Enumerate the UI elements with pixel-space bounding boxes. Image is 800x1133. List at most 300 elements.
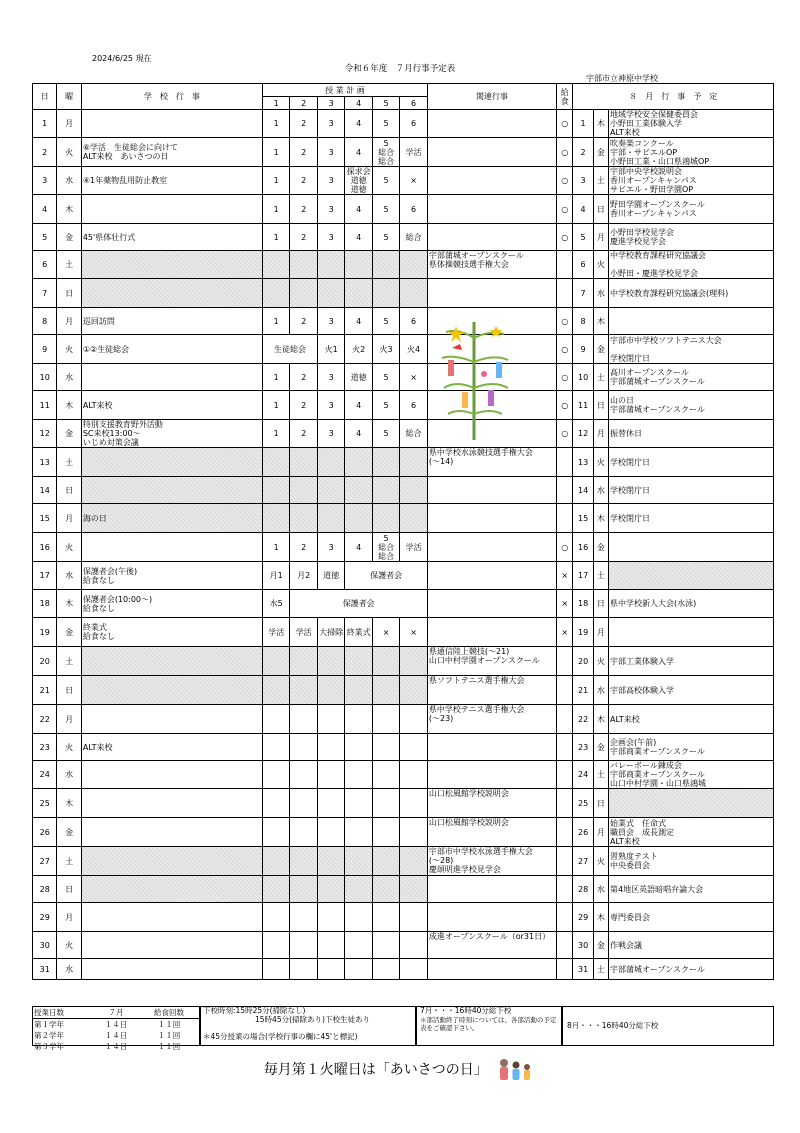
day-number: 27 — [33, 847, 57, 876]
aug-day-number: 7 — [573, 279, 593, 308]
period-cell: 1 — [262, 420, 289, 448]
school-days-box — [32, 1006, 200, 1051]
day-number: 17 — [33, 562, 57, 590]
period-cell: 保護者会 — [290, 590, 427, 618]
school-event — [81, 477, 262, 504]
table-row — [33, 504, 774, 533]
period-cell — [262, 959, 289, 980]
period-cell: 1 — [262, 364, 289, 391]
aug-weekday: 火 — [593, 448, 608, 477]
col-lesson-plan: 授 業 計 画 — [262, 84, 427, 97]
days-head-label: 授業日数 — [33, 1007, 93, 1019]
table-row — [33, 705, 774, 734]
period-cell — [400, 251, 428, 279]
aug-day-number: 27 — [573, 847, 593, 876]
period-cell — [400, 959, 428, 980]
aug-event: 専門委員会 — [609, 903, 774, 932]
aug-weekday: 月 — [593, 618, 608, 647]
period-cell: × — [400, 364, 428, 391]
table-row — [33, 818, 774, 847]
period-cell — [400, 676, 428, 705]
period-cell — [317, 676, 344, 705]
aug-day-number: 28 — [573, 876, 593, 903]
weekday: 金 — [57, 224, 81, 251]
period-cell — [262, 504, 289, 533]
period-cell — [262, 279, 289, 308]
aug-event: 吹奏楽コンクール 宇部・サビエルOP 小野田工業・山口県鴻城OP — [609, 138, 774, 167]
day-number: 24 — [33, 761, 57, 789]
lunch-mark — [557, 734, 573, 761]
period-cell — [290, 734, 317, 761]
aug-day-number: 31 — [573, 959, 593, 980]
period-cell — [400, 876, 428, 903]
footer — [32, 1006, 774, 1051]
period-cell — [400, 789, 428, 818]
school-event — [81, 195, 262, 224]
period-cell — [345, 279, 372, 308]
aug-day-number: 26 — [573, 818, 593, 847]
period-cell: 月2 — [290, 562, 317, 590]
period-cell: 5 — [372, 110, 399, 138]
school-event — [81, 876, 262, 903]
period-cell — [290, 448, 317, 477]
aug-event: 県中学校新人大会(水泳) — [609, 590, 774, 618]
period-cell — [372, 734, 399, 761]
day-number: 19 — [33, 618, 57, 647]
aug-event: 始業式 任命式 職員会 成長測定 ALT来校 — [609, 818, 774, 847]
period-cell — [317, 847, 344, 876]
related-event — [427, 477, 556, 504]
period-cell — [345, 504, 372, 533]
aug-weekday: 火 — [593, 251, 608, 279]
table-row — [33, 477, 774, 504]
table-row — [33, 562, 774, 590]
period-cell: 6 — [400, 391, 428, 420]
weekday: 土 — [57, 251, 81, 279]
school-event: 海の日 — [81, 504, 262, 533]
period-cell: 3 — [317, 224, 344, 251]
period-header-4: 4 — [345, 97, 372, 110]
club-july-time: 7月・・・16時40分総下校 — [420, 1006, 512, 1015]
weekday: 火 — [57, 138, 81, 167]
lunch-mark: ○ — [557, 364, 573, 391]
table-row — [33, 761, 774, 789]
related-event — [427, 761, 556, 789]
lunch-mark — [557, 761, 573, 789]
period-cell — [372, 705, 399, 734]
aug-day-number: 23 — [573, 734, 593, 761]
lunch-mark — [557, 448, 573, 477]
period-cell: 6 — [400, 308, 428, 335]
period-cell — [262, 676, 289, 705]
lunch-mark — [557, 676, 573, 705]
table-row — [33, 364, 774, 391]
period-cell — [345, 932, 372, 959]
lunch-mark — [557, 279, 573, 308]
club-aug-time: 8月・・・16時40分総下校 — [567, 1020, 659, 1030]
period-cell — [317, 761, 344, 789]
period-cell — [317, 477, 344, 504]
weekday: 火 — [57, 734, 81, 761]
school-event — [81, 705, 262, 734]
period-cell: 道徳 — [317, 562, 344, 590]
period-cell — [262, 705, 289, 734]
related-event — [427, 876, 556, 903]
aug-event: 宇部中央学校説明会 香川オープンキャンパス サビエル・野田学園OP — [609, 167, 774, 195]
period-cell: 学活 — [290, 618, 317, 647]
period-cell: 4 — [345, 138, 372, 167]
lunch-mark: ○ — [557, 420, 573, 448]
school-event — [81, 818, 262, 847]
lunch-mark — [557, 789, 573, 818]
aug-event: 宇部高校体験入学 — [609, 676, 774, 705]
period-cell — [317, 789, 344, 818]
weekday: 木 — [57, 789, 81, 818]
day-number: 28 — [33, 876, 57, 903]
table-row — [33, 279, 774, 308]
aug-event: 小野田学校見学会 慶進学校見学会 — [609, 224, 774, 251]
weekday: 水 — [57, 364, 81, 391]
weekday: 木 — [57, 590, 81, 618]
aug-weekday: 金 — [593, 734, 608, 761]
period-cell: 1 — [262, 167, 289, 195]
school-event — [81, 932, 262, 959]
period-cell — [262, 876, 289, 903]
as-of-date: 2024/6/25 現在 — [92, 54, 152, 63]
school-event — [81, 647, 262, 676]
period-cell: 2 — [290, 308, 317, 335]
aug-day-number: 13 — [573, 448, 593, 477]
related-event: 県中学校水泳競技選手権大会 (～14) — [427, 448, 556, 477]
period-cell: 1 — [262, 195, 289, 224]
aug-event: 高川オープンスクール 宇部蒲城オープンスクール — [609, 364, 774, 391]
aug-weekday: 火 — [593, 847, 608, 876]
period-cell — [400, 818, 428, 847]
period-cell — [290, 818, 317, 847]
weekday: 月 — [57, 110, 81, 138]
period-cell: 総合 — [400, 420, 428, 448]
weekday: 水 — [57, 761, 81, 789]
period-cell — [262, 818, 289, 847]
period-cell — [372, 876, 399, 903]
period-cell: 6 — [400, 195, 428, 224]
period-cell: 4 — [345, 420, 372, 448]
day-number: 9 — [33, 335, 57, 364]
aug-day-number: 5 — [573, 224, 593, 251]
page-title: 令和６年度 ７月行事予定表 — [344, 64, 456, 74]
related-event — [427, 903, 556, 932]
col-aug-plan: ８ 月 行 事 予 定 — [573, 84, 774, 110]
school-event — [81, 903, 262, 932]
period-cell: 5 — [372, 195, 399, 224]
period-cell: 1 — [262, 138, 289, 167]
weekday: 日 — [57, 477, 81, 504]
period-header-6: 6 — [400, 97, 428, 110]
school-event: ⑥学活 生徒総会に向けて ALT来校 あいさつの日 — [81, 138, 262, 167]
period-cell — [372, 903, 399, 932]
period-cell — [262, 847, 289, 876]
period-cell: 3 — [317, 195, 344, 224]
period-cell: 2 — [290, 167, 317, 195]
day-number: 13 — [33, 448, 57, 477]
period-cell — [345, 647, 372, 676]
day-number: 15 — [33, 504, 57, 533]
weekday: 水 — [57, 562, 81, 590]
period-cell — [400, 761, 428, 789]
period-cell — [317, 647, 344, 676]
related-event — [427, 224, 556, 251]
period-cell — [317, 448, 344, 477]
period-cell — [400, 477, 428, 504]
aug-day-number: 22 — [573, 705, 593, 734]
lunch-mark: ○ — [557, 391, 573, 420]
day-number: 31 — [33, 959, 57, 980]
table-row — [33, 959, 774, 980]
period-cell: 学活 — [400, 138, 428, 167]
aug-weekday: 火 — [593, 647, 608, 676]
period-cell — [317, 959, 344, 980]
period-cell — [345, 705, 372, 734]
aug-weekday: 金 — [593, 335, 608, 364]
weekday: 火 — [57, 335, 81, 364]
school-event — [81, 448, 262, 477]
period-cell — [290, 903, 317, 932]
col-weekday: 曜 — [57, 84, 81, 110]
aug-weekday: 月 — [593, 224, 608, 251]
day-number: 22 — [33, 705, 57, 734]
school-event — [81, 959, 262, 980]
col-school-events: 学 校 行 事 — [81, 84, 262, 110]
aug-day-number: 2 — [573, 138, 593, 167]
table-row — [33, 224, 774, 251]
motto-text: 毎月第１火曜日は「あいさつの日」 — [263, 1062, 488, 1078]
period-cell: 3 — [317, 364, 344, 391]
aug-event: 宇部工業体験入学 — [609, 647, 774, 676]
weekday: 月 — [57, 705, 81, 734]
period-cell: 1 — [262, 533, 289, 562]
period-cell — [345, 448, 372, 477]
period-cell — [262, 251, 289, 279]
aug-day-number: 3 — [573, 167, 593, 195]
period-cell — [345, 477, 372, 504]
aug-weekday: 金 — [593, 138, 608, 167]
day-number: 30 — [33, 932, 57, 959]
table-row — [33, 308, 774, 335]
period-cell: 1 — [262, 224, 289, 251]
school-name: 宇部市立神原中学校 — [586, 74, 658, 83]
aug-event: 宇部市中学校ソフトテニス大会 学校閉庁日 — [609, 335, 774, 364]
related-event — [427, 167, 556, 195]
period-header-5: 5 — [372, 97, 399, 110]
aug-weekday: 日 — [593, 195, 608, 224]
period-cell — [400, 734, 428, 761]
school-event: ①②生徒総会 — [81, 335, 262, 364]
period-cell — [345, 959, 372, 980]
table-row — [33, 590, 774, 618]
aug-weekday: 土 — [593, 761, 608, 789]
period-cell — [317, 734, 344, 761]
aug-day-number: 12 — [573, 420, 593, 448]
aug-weekday: 月 — [593, 420, 608, 448]
period-cell — [290, 932, 317, 959]
aug-event: 宇部蒲城オープンスクール — [609, 959, 774, 980]
table-row — [33, 391, 774, 420]
period-cell: 5 — [372, 224, 399, 251]
table-row — [33, 734, 774, 761]
school-event — [81, 251, 262, 279]
period-cell: 5 — [372, 364, 399, 391]
period-cell: 1 — [262, 391, 289, 420]
club-note: ＊部活動終了時刻については、各部活動の予定表をご確認下さい。 — [420, 1015, 557, 1032]
period-cell: 2 — [290, 533, 317, 562]
period-cell — [372, 448, 399, 477]
period-cell — [345, 734, 372, 761]
day-number: 4 — [33, 195, 57, 224]
lunch-mark — [557, 647, 573, 676]
aug-event: 作戦会議 — [609, 932, 774, 959]
days-head-month: ７月 — [93, 1007, 139, 1019]
period-cell — [400, 448, 428, 477]
period-cell: × — [400, 167, 428, 195]
weekday: 金 — [57, 618, 81, 647]
period-cell — [262, 761, 289, 789]
related-event — [427, 138, 556, 167]
col-related: 関連行事 — [427, 84, 556, 110]
period-cell: 火4 — [400, 335, 428, 364]
period-cell — [345, 903, 372, 932]
related-event — [427, 562, 556, 590]
period-cell — [290, 761, 317, 789]
day-number: 21 — [33, 676, 57, 705]
aug-day-number: 16 — [573, 533, 593, 562]
period-header-3: 3 — [317, 97, 344, 110]
period-cell — [262, 903, 289, 932]
lunch-mark: ○ — [557, 110, 573, 138]
period-header-2: 2 — [290, 97, 317, 110]
period-cell: 探求会 道徳 道徳 — [346, 167, 371, 194]
period-cell — [400, 647, 428, 676]
aug-weekday: 土 — [593, 364, 608, 391]
period-cell: 2 — [290, 420, 317, 448]
period-cell: 5 — [372, 420, 399, 448]
school-event: ALT来校 — [81, 734, 262, 761]
aug-event: 振替休日 — [609, 420, 774, 448]
aug-day-number: 1 — [573, 110, 593, 138]
day-number: 14 — [33, 477, 57, 504]
day-number: 1 — [33, 110, 57, 138]
period-cell: 2 — [290, 110, 317, 138]
school-event — [81, 761, 262, 789]
lunch-mark — [557, 903, 573, 932]
school-event — [81, 364, 262, 391]
period-cell — [372, 847, 399, 876]
school-event — [81, 533, 262, 562]
period-cell: 火2 — [345, 335, 372, 364]
aug-weekday: 木 — [593, 308, 608, 335]
period-cell — [262, 789, 289, 818]
related-event: 県通信陸上競技(～21) 山口中村学園オープンスクール — [427, 647, 556, 676]
table-row — [33, 420, 774, 448]
period-cell: 4 — [345, 110, 372, 138]
day-number: 12 — [33, 420, 57, 448]
aug-day-number: 10 — [573, 364, 593, 391]
period-cell — [262, 448, 289, 477]
day-number: 10 — [33, 364, 57, 391]
period-cell — [290, 789, 317, 818]
aug-weekday: 木 — [593, 903, 608, 932]
table-row — [33, 533, 774, 562]
schedule-table — [32, 83, 774, 980]
weekday: 火 — [57, 932, 81, 959]
period-cell: 5 総合 総合 — [372, 533, 399, 562]
period-cell — [372, 251, 399, 279]
day-number: 3 — [33, 167, 57, 195]
aug-day-number: 14 — [573, 477, 593, 504]
weekday: 日 — [57, 279, 81, 308]
table-row — [33, 195, 774, 224]
period-cell — [317, 932, 344, 959]
school-event — [81, 676, 262, 705]
period-cell — [400, 847, 428, 876]
lunch-mark — [557, 876, 573, 903]
lunch-mark — [557, 818, 573, 847]
aug-day-number: 19 — [573, 618, 593, 647]
period-cell — [345, 761, 372, 789]
aug-event — [609, 562, 774, 590]
period-cell — [400, 903, 428, 932]
aug-weekday: 金 — [593, 932, 608, 959]
related-event — [427, 590, 556, 618]
lunch-mark: × — [557, 562, 573, 590]
period-cell: 2 — [290, 364, 317, 391]
school-event: 保護者会(午後) 給食なし — [81, 562, 262, 590]
period-cell: 2 — [290, 138, 317, 167]
period-cell — [317, 818, 344, 847]
period-cell: 学活 — [400, 533, 428, 562]
period-cell: 6 — [400, 110, 428, 138]
weekday: 土 — [57, 647, 81, 676]
day-number: 16 — [33, 533, 57, 562]
period-cell — [290, 847, 317, 876]
period-cell: × — [400, 618, 428, 647]
aug-day-number: 24 — [573, 761, 593, 789]
table-row — [33, 448, 774, 477]
aug-day-number: 17 — [573, 562, 593, 590]
aug-weekday: 日 — [593, 391, 608, 420]
period-cell — [290, 477, 317, 504]
related-event: 山口松風館学校説明会 — [427, 818, 556, 847]
period-cell: 3 — [317, 533, 344, 562]
school-event — [81, 279, 262, 308]
table-row — [33, 618, 774, 647]
period-cell: 生徒総会 — [262, 335, 317, 364]
aug-day-number: 30 — [573, 932, 593, 959]
aug-weekday: 金 — [593, 533, 608, 562]
school-event: 保護者会(10:00～) 給食なし — [81, 590, 262, 618]
lunch-mark — [557, 932, 573, 959]
related-event — [427, 959, 556, 980]
period-cell: 3 — [317, 308, 344, 335]
school-event: 45'県体壮行式 — [81, 224, 262, 251]
school-event: ④1年薬物乱用防止教室 — [81, 167, 262, 195]
weekday: 金 — [57, 420, 81, 448]
period-cell: 火1 — [317, 335, 344, 364]
period-cell — [262, 932, 289, 959]
period-cell — [290, 705, 317, 734]
related-event: 県ソフトテニス選手権大会 — [427, 676, 556, 705]
table-row — [33, 876, 774, 903]
table-row — [33, 110, 774, 138]
